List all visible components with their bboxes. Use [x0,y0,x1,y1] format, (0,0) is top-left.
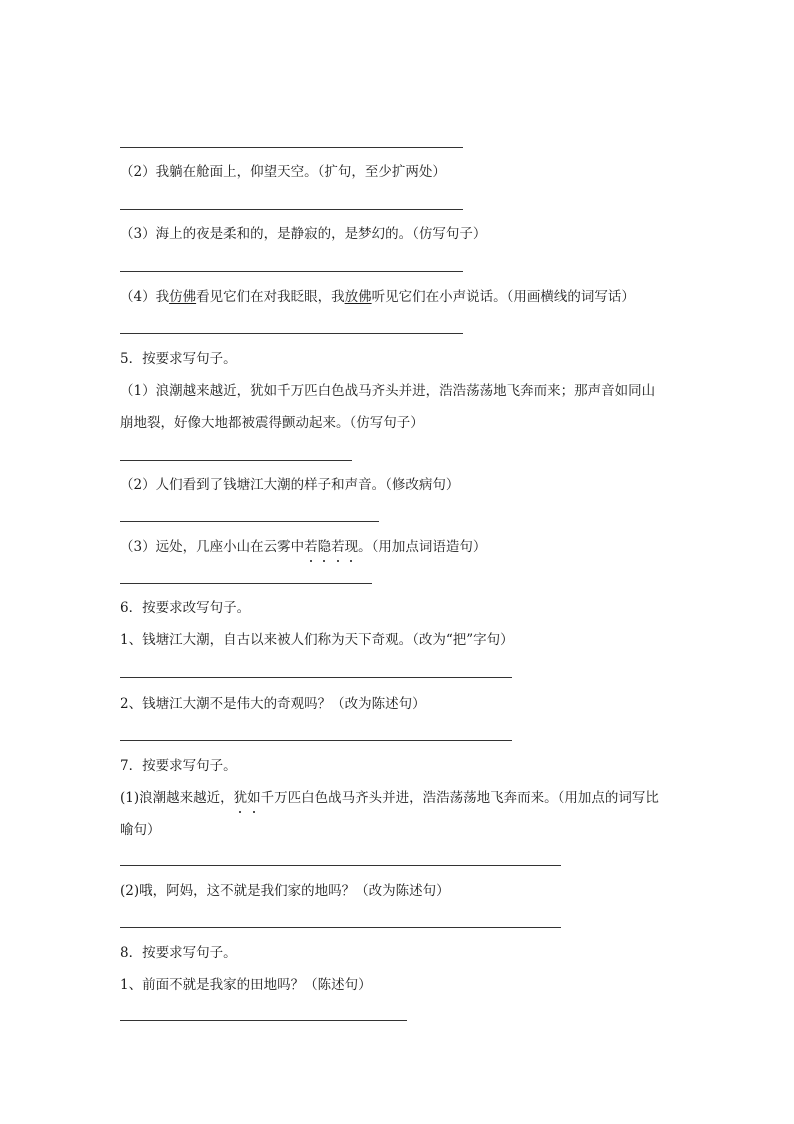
q7-item-1-line-1 [120,788,659,808]
q4-item-2: （2）我躺在舱面上，仰望天空。（扩句，至少扩两处） [120,164,446,180]
answer-line [120,583,372,584]
answer-line [120,927,561,928]
q7-item-1-line-2: 喻句） [120,822,161,838]
q8-heading: 8．按要求写句子。 [120,945,237,961]
q4-item-3: （3）海上的夜是柔和的，是静寂的，是梦幻的。（仿写句子） [120,226,487,242]
q6-heading: 6．按要求改写句子。 [120,600,251,616]
answer-line [120,209,463,210]
answer-line [120,521,379,522]
answer-line [120,147,463,148]
underlined-word: 仿佛 [169,289,197,305]
q8-item-1: 1、前面不就是我家的田地吗？（陈述句） [120,977,372,993]
q4-item-4-text: 听见它们在小声说话。（用画横线的词写话） [371,289,635,305]
q7-item-1-text: (1)浪潮越来越近， [120,790,234,806]
q4-item-4-text: （4）我 [120,289,170,305]
q5-heading: 5．按要求写句子。 [120,351,237,367]
q6-item-1: 1、钱塘江大潮，自古以来被人们称为天下奇观。（改为“把”字句） [120,632,514,648]
q5-item-1-line-2: 崩地裂，好像大地都被震得颤动起来。（仿写句子） [120,415,424,431]
q5-item-3-text: （3）远处，几座小山在云雾中 [120,539,305,555]
q5-item-2: （2）人们看到了钱塘江大潮的样子和声音。（修改病句） [120,477,460,493]
q5-item-1-line-1: （1）浪潮越来越近，犹如千万匹白色战马齐头并进，浩浩荡荡地飞奔而来；那声音如同山 [120,383,656,399]
q7-heading: 7．按要求写句子。 [120,758,237,774]
q4-item-4-text: 看见它们在对我眨眼，我 [196,289,345,305]
q4-item-4 [120,287,635,307]
answer-line [120,333,463,334]
dotted-char: 现 [344,539,359,555]
answer-line [120,271,463,272]
answer-line [120,1020,407,1021]
dotted-char: 隐 [317,539,332,555]
answer-line [120,460,352,461]
q6-item-2: 2、钱塘江大潮不是伟大的奇观吗？（改为陈述句） [120,696,426,712]
q7-item-1-text: 千万匹白色战马齐头并进，浩浩荡荡地飞奔而来。（用加点的词写比 [260,790,659,806]
dotted-char: 若 [304,539,318,555]
q5-item-3 [120,537,486,557]
answer-line [120,740,512,741]
q5-item-3-text: 。（用加点词语造句） [358,539,487,555]
dotted-char: 如 [247,790,261,806]
answer-line [120,865,561,866]
dotted-char: 犹 [233,790,248,806]
underlined-word: 放佛 [344,289,372,305]
q7-item-2: (2)哦，阿妈，这不就是我们家的地吗？（改为陈述句） [120,883,450,899]
dotted-char: 若 [331,539,345,555]
answer-line [120,677,512,678]
